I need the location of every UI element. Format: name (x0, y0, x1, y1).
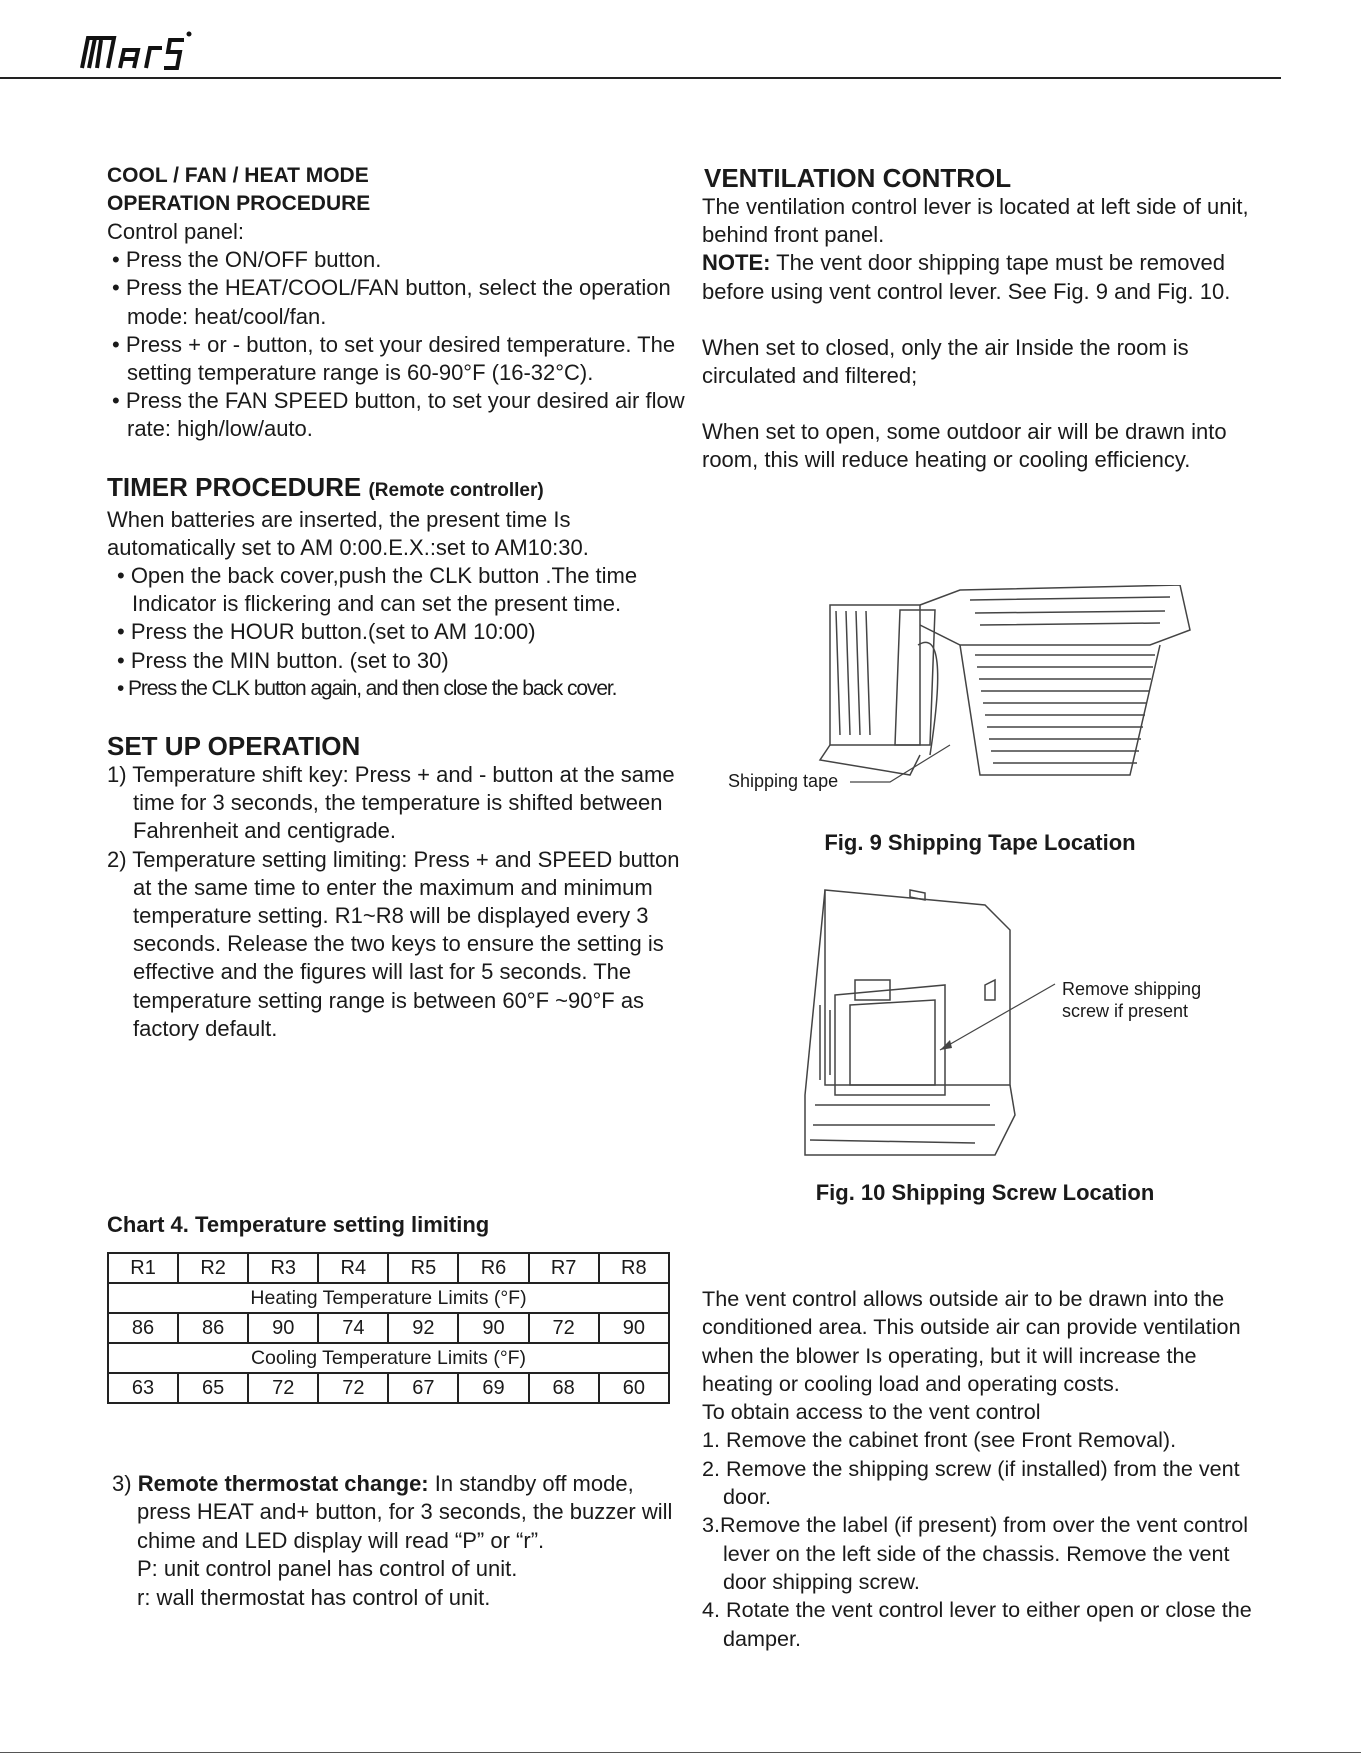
note-text: The vent door shipping tape must be removed before using vent control lever. See Fig. 9 and Fig. 10. (702, 250, 1231, 304)
heating-value-cell: 72 (529, 1313, 599, 1343)
note-paragraph (702, 249, 1272, 305)
remote-thermostat-paragraph (112, 1470, 682, 1555)
mode-bullet: • Press the HEAT/COOL/FAN button, select the operation mode: heat/cool/fan. (112, 275, 671, 329)
vent-access-paragraph: The vent control allows outside air to be drawn into the conditioned area. This outside air can provide ventilation when the blower Is operating, but it will increase the heating or cooling load and operating costs. (702, 1286, 1241, 1396)
table-header-cell: R6 (458, 1253, 528, 1283)
table-header-row (108, 1253, 669, 1283)
logo-mark-dot (187, 32, 192, 37)
table-row (108, 1373, 669, 1403)
mode-bullet: • Press the ON/OFF button. (112, 247, 382, 273)
heating-value-cell: 86 (178, 1313, 248, 1343)
cooling-limits-label: Cooling Temperature Limits (°F) (108, 1343, 669, 1373)
heating-value-cell: 90 (458, 1313, 528, 1343)
control-panel-label: Control panel: (107, 219, 244, 244)
shipping-screw-label-1: Remove shipping (1062, 979, 1202, 999)
mars-logo (78, 28, 194, 72)
table-header-cell: R1 (108, 1253, 178, 1283)
left-column (107, 162, 687, 1043)
shipping-tape-label: Shipping tape (728, 771, 839, 791)
access-step: 1. Remove the cabinet front (see Front Removal). (702, 1427, 1177, 1453)
shipping-screw-label-2: screw if present (1062, 1001, 1189, 1021)
access-step: 2. Remove the shipping screw (if installed) from the vent door. (702, 1455, 1240, 1510)
access-step: 3.Remove the label (if present) from over the vent control lever on the left side of the chassis. Remove the vent door shipping screw. (702, 1512, 1249, 1594)
table-row (108, 1343, 669, 1373)
chart-title: Chart 4. Temperature setting limiting (107, 1212, 490, 1237)
header-rule (0, 77, 1281, 79)
timer-bullet: • Open the back cover,push the CLK button .The time Indicator is flickering and can set the present time. (117, 563, 638, 617)
cooling-value-cell: 72 (248, 1373, 318, 1403)
timer-bullet: • Press the HOUR button.(set to AM 10:00) (117, 619, 536, 645)
remote-bold-label: Remote thermostat change: (137, 1471, 429, 1496)
cooling-value-cell: 69 (458, 1373, 528, 1403)
remote-thermostat-section (112, 1470, 682, 1612)
setup-item: 2) Temperature setting limiting: Press + and SPEED button at the same time to enter the maximum and minimum temperature setting. R1~R8 will be displayed every 3 seconds. Release the two keys to ensure the setting is effective and the figures will last for 5 seconds. The temperature setting range is between 60°F ~90°F as factory default. (107, 846, 680, 1041)
timer-bullet: • Press the MIN button. (set to 30) (117, 647, 449, 673)
table-header-cell: R3 (248, 1253, 318, 1283)
heating-value-cell: 86 (108, 1313, 178, 1343)
timer-intro: When batteries are inserted, the present time Is automatically set to AM 0:00.E.X.:set to AM10:30. (107, 506, 589, 560)
remote-prefix: 3) (112, 1471, 138, 1496)
remote-p-line: P: unit control panel has control of unit. (137, 1556, 518, 1582)
cooling-value-cell: 68 (529, 1373, 599, 1403)
mode-bullet: • Press the FAN SPEED button, to set your desired air flow rate: high/low/auto. (112, 388, 685, 442)
timer-title: TIMER PROCEDURE (107, 471, 362, 502)
access-step: 4. Rotate the vent control lever to either open or close the damper. (702, 1597, 1252, 1651)
vent-paragraph: When set to open, some outdoor air will be drawn into room, this will reduce heating or cooling efficiency. (702, 419, 1227, 473)
vent-title: VENTILATION CONTROL (704, 163, 1012, 193)
table-header-cell: R2 (178, 1253, 248, 1283)
cooling-value-cell: 72 (318, 1373, 388, 1403)
heating-value-cell: 92 (388, 1313, 458, 1343)
table-header-cell: R4 (318, 1253, 388, 1283)
shipping-screw-leader (930, 980, 1060, 1060)
setup-title: SET UP OPERATION (107, 731, 361, 762)
table-row (108, 1313, 669, 1343)
table-header-cell: R7 (529, 1253, 599, 1283)
setup-item: 1) Temperature shift key: Press + and - button at the same time for 3 seconds, the temperature is shifted between Fahrenheit and centigrade. (107, 762, 675, 844)
shipping-tape-leader (850, 740, 960, 790)
heating-value-cell: 90 (599, 1313, 669, 1343)
table-header-cell: R8 (599, 1253, 669, 1283)
footer-rule (0, 1752, 1361, 1753)
timer-heading (107, 472, 687, 506)
cooling-value-cell: 60 (599, 1373, 669, 1403)
mode-title-2: OPERATION PROCEDURE (107, 192, 371, 215)
timer-bullet: • Press the CLK button again, and then close the back cover. (117, 676, 617, 700)
heating-value-cell: 74 (318, 1313, 388, 1343)
cooling-value-cell: 67 (388, 1373, 458, 1403)
cooling-value-cell: 65 (178, 1373, 248, 1403)
mode-title-1: COOL / FAN / HEAT MODE (107, 164, 369, 187)
temperature-limits-table (107, 1252, 670, 1404)
cooling-value-cell: 63 (108, 1373, 178, 1403)
mode-bullet: • Press + or - button, to set your desired temperature. The setting temperature range is 60-90°F (16-32°C). (112, 331, 676, 386)
note-label: NOTE: (702, 250, 771, 276)
fig9-caption: Fig. 9 Shipping Tape Location (824, 830, 1136, 855)
remote-text: In standby off mode, press HEAT and+ button, for 3 seconds, the buzzer will chime and LED display will read “P” or “r”. (137, 1471, 673, 1553)
right-column (702, 163, 1272, 475)
heating-limits-label: Heating Temperature Limits (°F) (108, 1283, 669, 1313)
remote-r-line: r: wall thermostat has control of unit. (137, 1584, 491, 1610)
table-header-cell: R5 (388, 1253, 458, 1283)
vent-paragraph: When set to closed, only the air Inside the room is circulated and filtered; (702, 334, 1189, 389)
access-intro: To obtain access to the vent control (702, 1399, 1041, 1425)
fig10-caption: Fig. 10 Shipping Screw Location (815, 1180, 1155, 1205)
timer-subtitle: (Remote controller) (368, 479, 544, 501)
vent-paragraph: The ventilation control lever is located at left side of unit, behind front panel. (702, 194, 1249, 248)
heating-value-cell: 90 (248, 1313, 318, 1343)
vent-access-section (702, 1285, 1272, 1653)
table-row (108, 1283, 669, 1313)
